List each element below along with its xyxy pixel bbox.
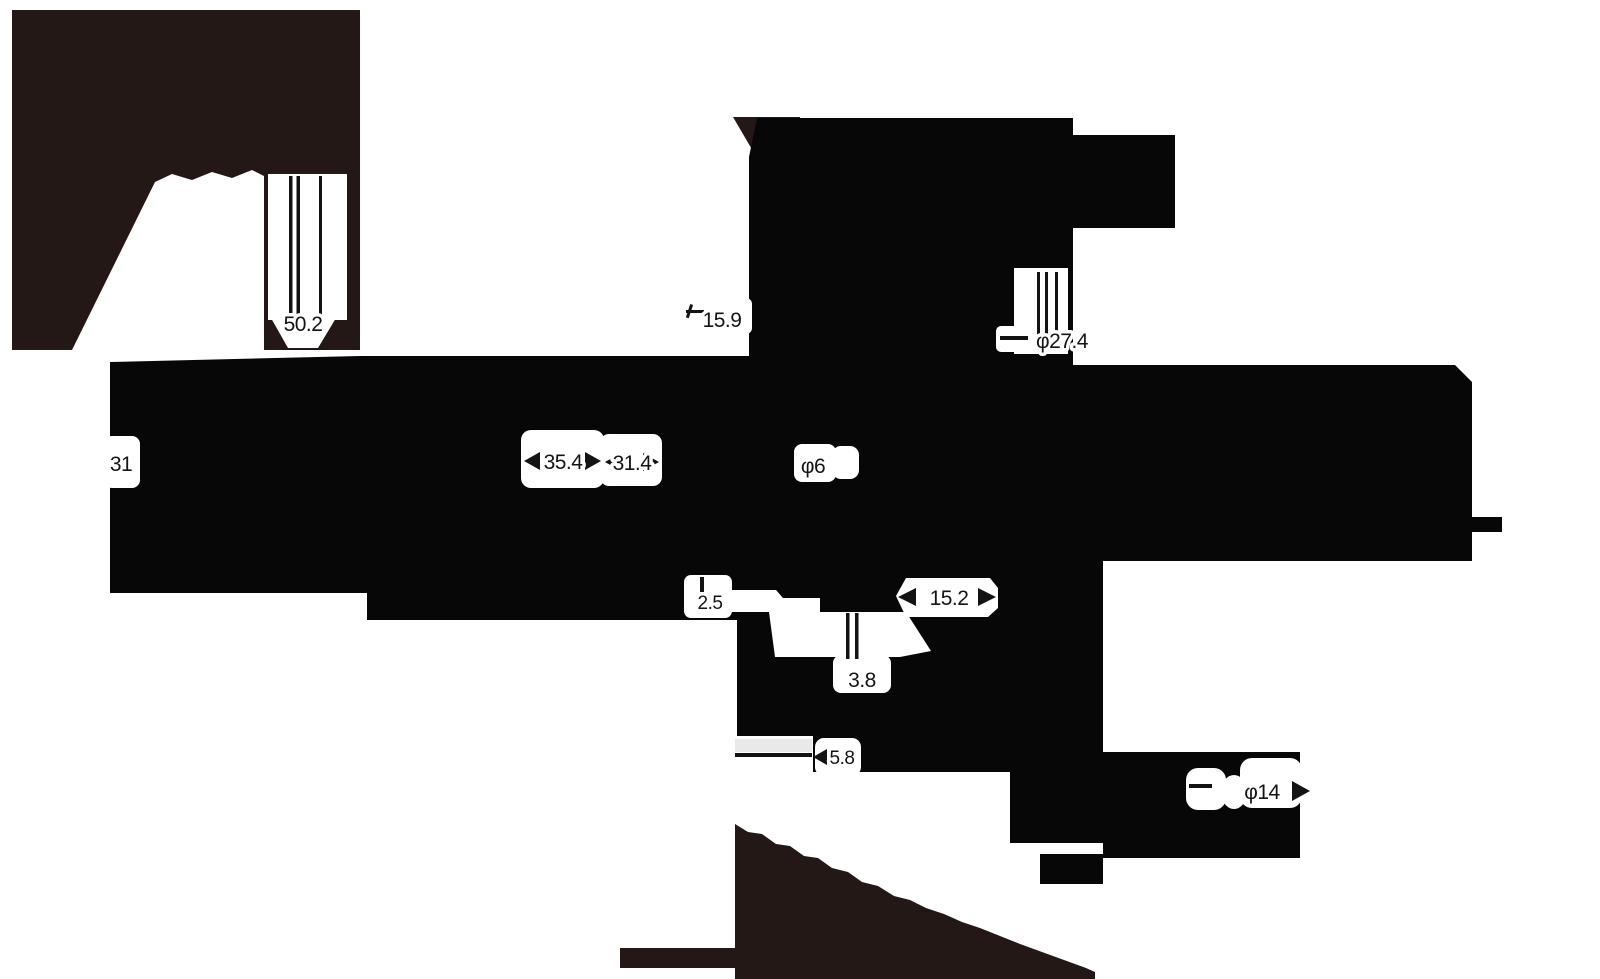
dim-50-2-label: 50.2: [283, 313, 323, 336]
dim-3-8-extension-line-2: [855, 613, 859, 659]
dim-15-9-label: 15.9: [702, 309, 742, 332]
dim-6-label: φ6: [800, 455, 826, 478]
silhouette-bottom-bar: [620, 948, 737, 968]
dim-27-4-label: φ27.4: [1036, 330, 1088, 353]
silhouette-bottom-photo: [735, 824, 1095, 979]
dim-31-4-label: 31.4: [612, 452, 652, 475]
dim-50-2-halo-band: [268, 174, 347, 320]
dim-50-2-extension-line-1: [289, 176, 293, 316]
dim-50-2-extension-line-3: [319, 176, 322, 316]
slot-gray-bar: [735, 739, 812, 752]
dim-5-8-label: 5.8: [829, 748, 855, 769]
dim-14-leader-line: [1189, 784, 1212, 788]
dim-14-halo-blob-1: [1186, 768, 1226, 810]
silhouette-column-stub: [1040, 854, 1103, 884]
dim-3-8-label: 3.8: [848, 669, 876, 692]
dim-15-2-label: 15.2: [929, 587, 969, 610]
dim-31-label: 31: [109, 453, 133, 476]
dim-27-4-leader-line: [1000, 336, 1028, 340]
dim-6-halo-blob: [832, 446, 859, 479]
dim-14-label: φ14: [1244, 781, 1280, 804]
dim-2-5-label: 2.5: [697, 593, 723, 614]
slot-divider-line: [735, 753, 812, 757]
dim-3-8-trapezoid: [769, 612, 931, 657]
dim-50-2-extension-line-2: [297, 176, 301, 316]
dim-35-4-label: 35.4: [543, 451, 583, 474]
dim-3-8-extension-line-1: [846, 613, 850, 659]
dim-2-5-extension-line: [700, 577, 704, 592]
